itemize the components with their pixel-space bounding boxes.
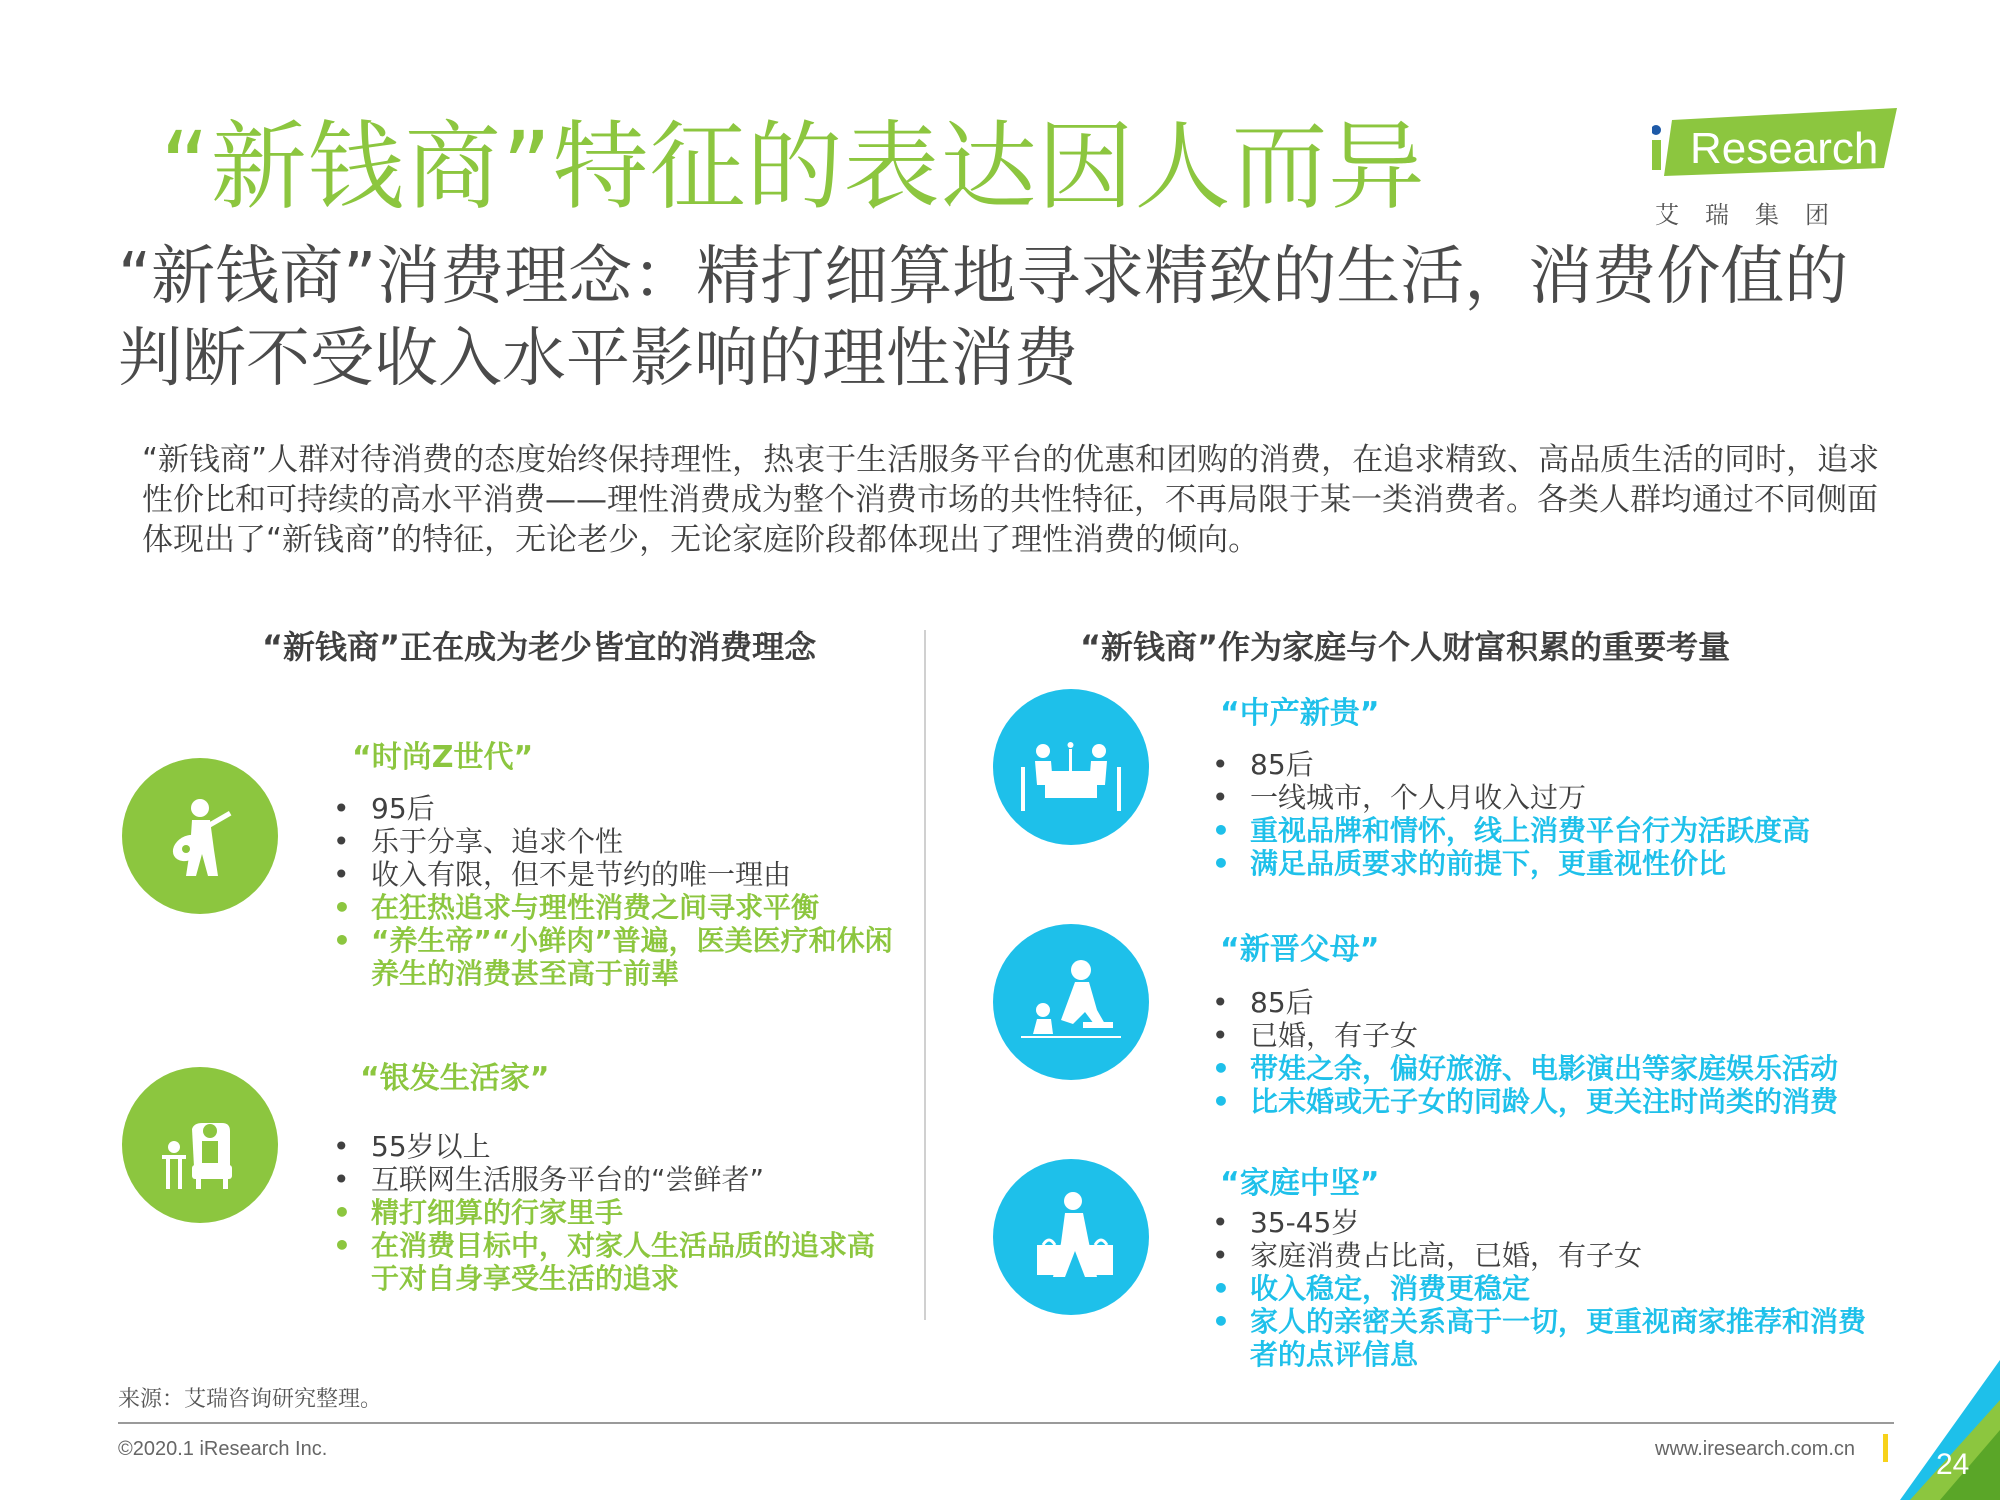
trait-item: • 85后 xyxy=(1212,986,1892,1019)
persona-name: “中产新贵” xyxy=(1220,696,1380,731)
parent-child-icon xyxy=(993,924,1149,1080)
footer-divider xyxy=(118,1422,1894,1424)
source-note: 来源：艾瑞咨询研究整理。 xyxy=(118,1387,383,1412)
persona-name: “时尚Z世代” xyxy=(352,740,534,775)
guitar-player-icon xyxy=(122,758,278,914)
trait-item: • 35-45岁 xyxy=(1212,1206,1892,1239)
persona-traits xyxy=(1212,1206,1892,1371)
dining-couple-icon xyxy=(993,689,1149,845)
trait-item: • 85后 xyxy=(1212,748,1892,781)
logo-wordmark: Research xyxy=(1690,124,1879,173)
trait-highlight: • “养生帝”“小鲜肉”普遍，医美医疗和休闲养生的消费甚至高于前辈 xyxy=(333,924,893,990)
trait-item: • 乐于分享、追求个性 xyxy=(333,825,893,858)
logo-subtitle: 艾瑞集团 xyxy=(1655,201,1855,229)
trait-highlight: • 在消费目标中，对家人生活品质的追求高于对自身享受生活的追求 xyxy=(333,1229,893,1295)
persona-icon-circle xyxy=(993,1159,1149,1315)
trait-item: • 55岁以上 xyxy=(333,1130,893,1163)
trait-highlight: • 收入稳定，消费更稳定 xyxy=(1212,1272,1892,1305)
persona-traits xyxy=(333,792,893,990)
right-column-heading: “新钱商”作为家庭与个人财富积累的重要考量 xyxy=(1080,628,1731,666)
trait-highlight: • 带娃之余，偏好旅游、电影演出等家庭娱乐活动 xyxy=(1212,1052,1892,1085)
armchair-elder-icon xyxy=(122,1067,278,1223)
trait-item: • 已婚，有子女 xyxy=(1212,1019,1892,1052)
persona-traits xyxy=(1212,986,1892,1118)
persona-name: “新晋父母” xyxy=(1220,932,1380,967)
trait-highlight: • 精打细算的行家里手 xyxy=(333,1196,893,1229)
persona-icon-circle xyxy=(122,758,278,914)
trait-highlight: • 在狂热追求与理性消费之间寻求平衡 xyxy=(333,891,893,924)
trait-item: • 95后 xyxy=(333,792,893,825)
persona-name: “银发生活家” xyxy=(360,1061,550,1096)
page-number: 24 xyxy=(1936,1448,1970,1481)
persona-icon-circle xyxy=(993,689,1149,845)
column-divider xyxy=(924,630,926,1320)
persona-traits xyxy=(333,1130,893,1295)
website-link[interactable]: www.iresearch.com.cn xyxy=(1655,1438,1856,1460)
trait-highlight: • 家人的亲密关系高于一切，更重视商家推荐和消费者的点评信息 xyxy=(1212,1305,1892,1371)
page-subtitle: “新钱商”消费理念：精打细算地寻求精致的生活，消费价值的判断不受收入水平影响的理性消费 xyxy=(118,240,1849,396)
page-title: “新钱商”特征的表达因人而异 xyxy=(160,111,1426,223)
persona-icon-circle xyxy=(993,924,1149,1080)
summary-paragraph: “新钱商”人群对待消费的态度始终保持理性，热衷于生活服务平台的优惠和团购的消费，在追求精致、高品质生活的同时，追求性价比和可持续的高水平消费——理性消费成为整个消费市场的共性特征，不再局限于某一类消费者。各类人群均通过不同侧面体现出了“新钱商”的特征，无论老少，无论家庭阶段都体现出了理性消费的倾向。 xyxy=(142,442,1880,558)
trait-item: • 一线城市，个人月收入过万 xyxy=(1212,781,1892,814)
trait-highlight: • 重视品牌和情怀，线上消费平台行为活跃度高 xyxy=(1212,814,1892,847)
trait-item: • 收入有限，但不是节约的唯一理由 xyxy=(333,858,893,891)
copyright-text: ©2020.1 iResearch Inc. xyxy=(118,1438,328,1460)
shopping-bags-icon xyxy=(993,1159,1149,1315)
persona-icon-circle xyxy=(122,1067,278,1223)
trait-item: • 家庭消费占比高，已婚，有子女 xyxy=(1212,1239,1892,1272)
left-column-heading: “新钱商”正在成为老少皆宜的消费理念 xyxy=(262,628,817,666)
trait-highlight: • 比未婚或无子女的同龄人，更关注时尚类的消费 xyxy=(1212,1085,1892,1118)
persona-name: “家庭中坚” xyxy=(1220,1166,1380,1201)
persona-traits xyxy=(1212,748,1892,880)
trait-highlight: • 满足品质要求的前提下，更重视性价比 xyxy=(1212,847,1892,880)
trait-item: • 互联网生活服务平台的“尝鲜者” xyxy=(333,1163,893,1196)
